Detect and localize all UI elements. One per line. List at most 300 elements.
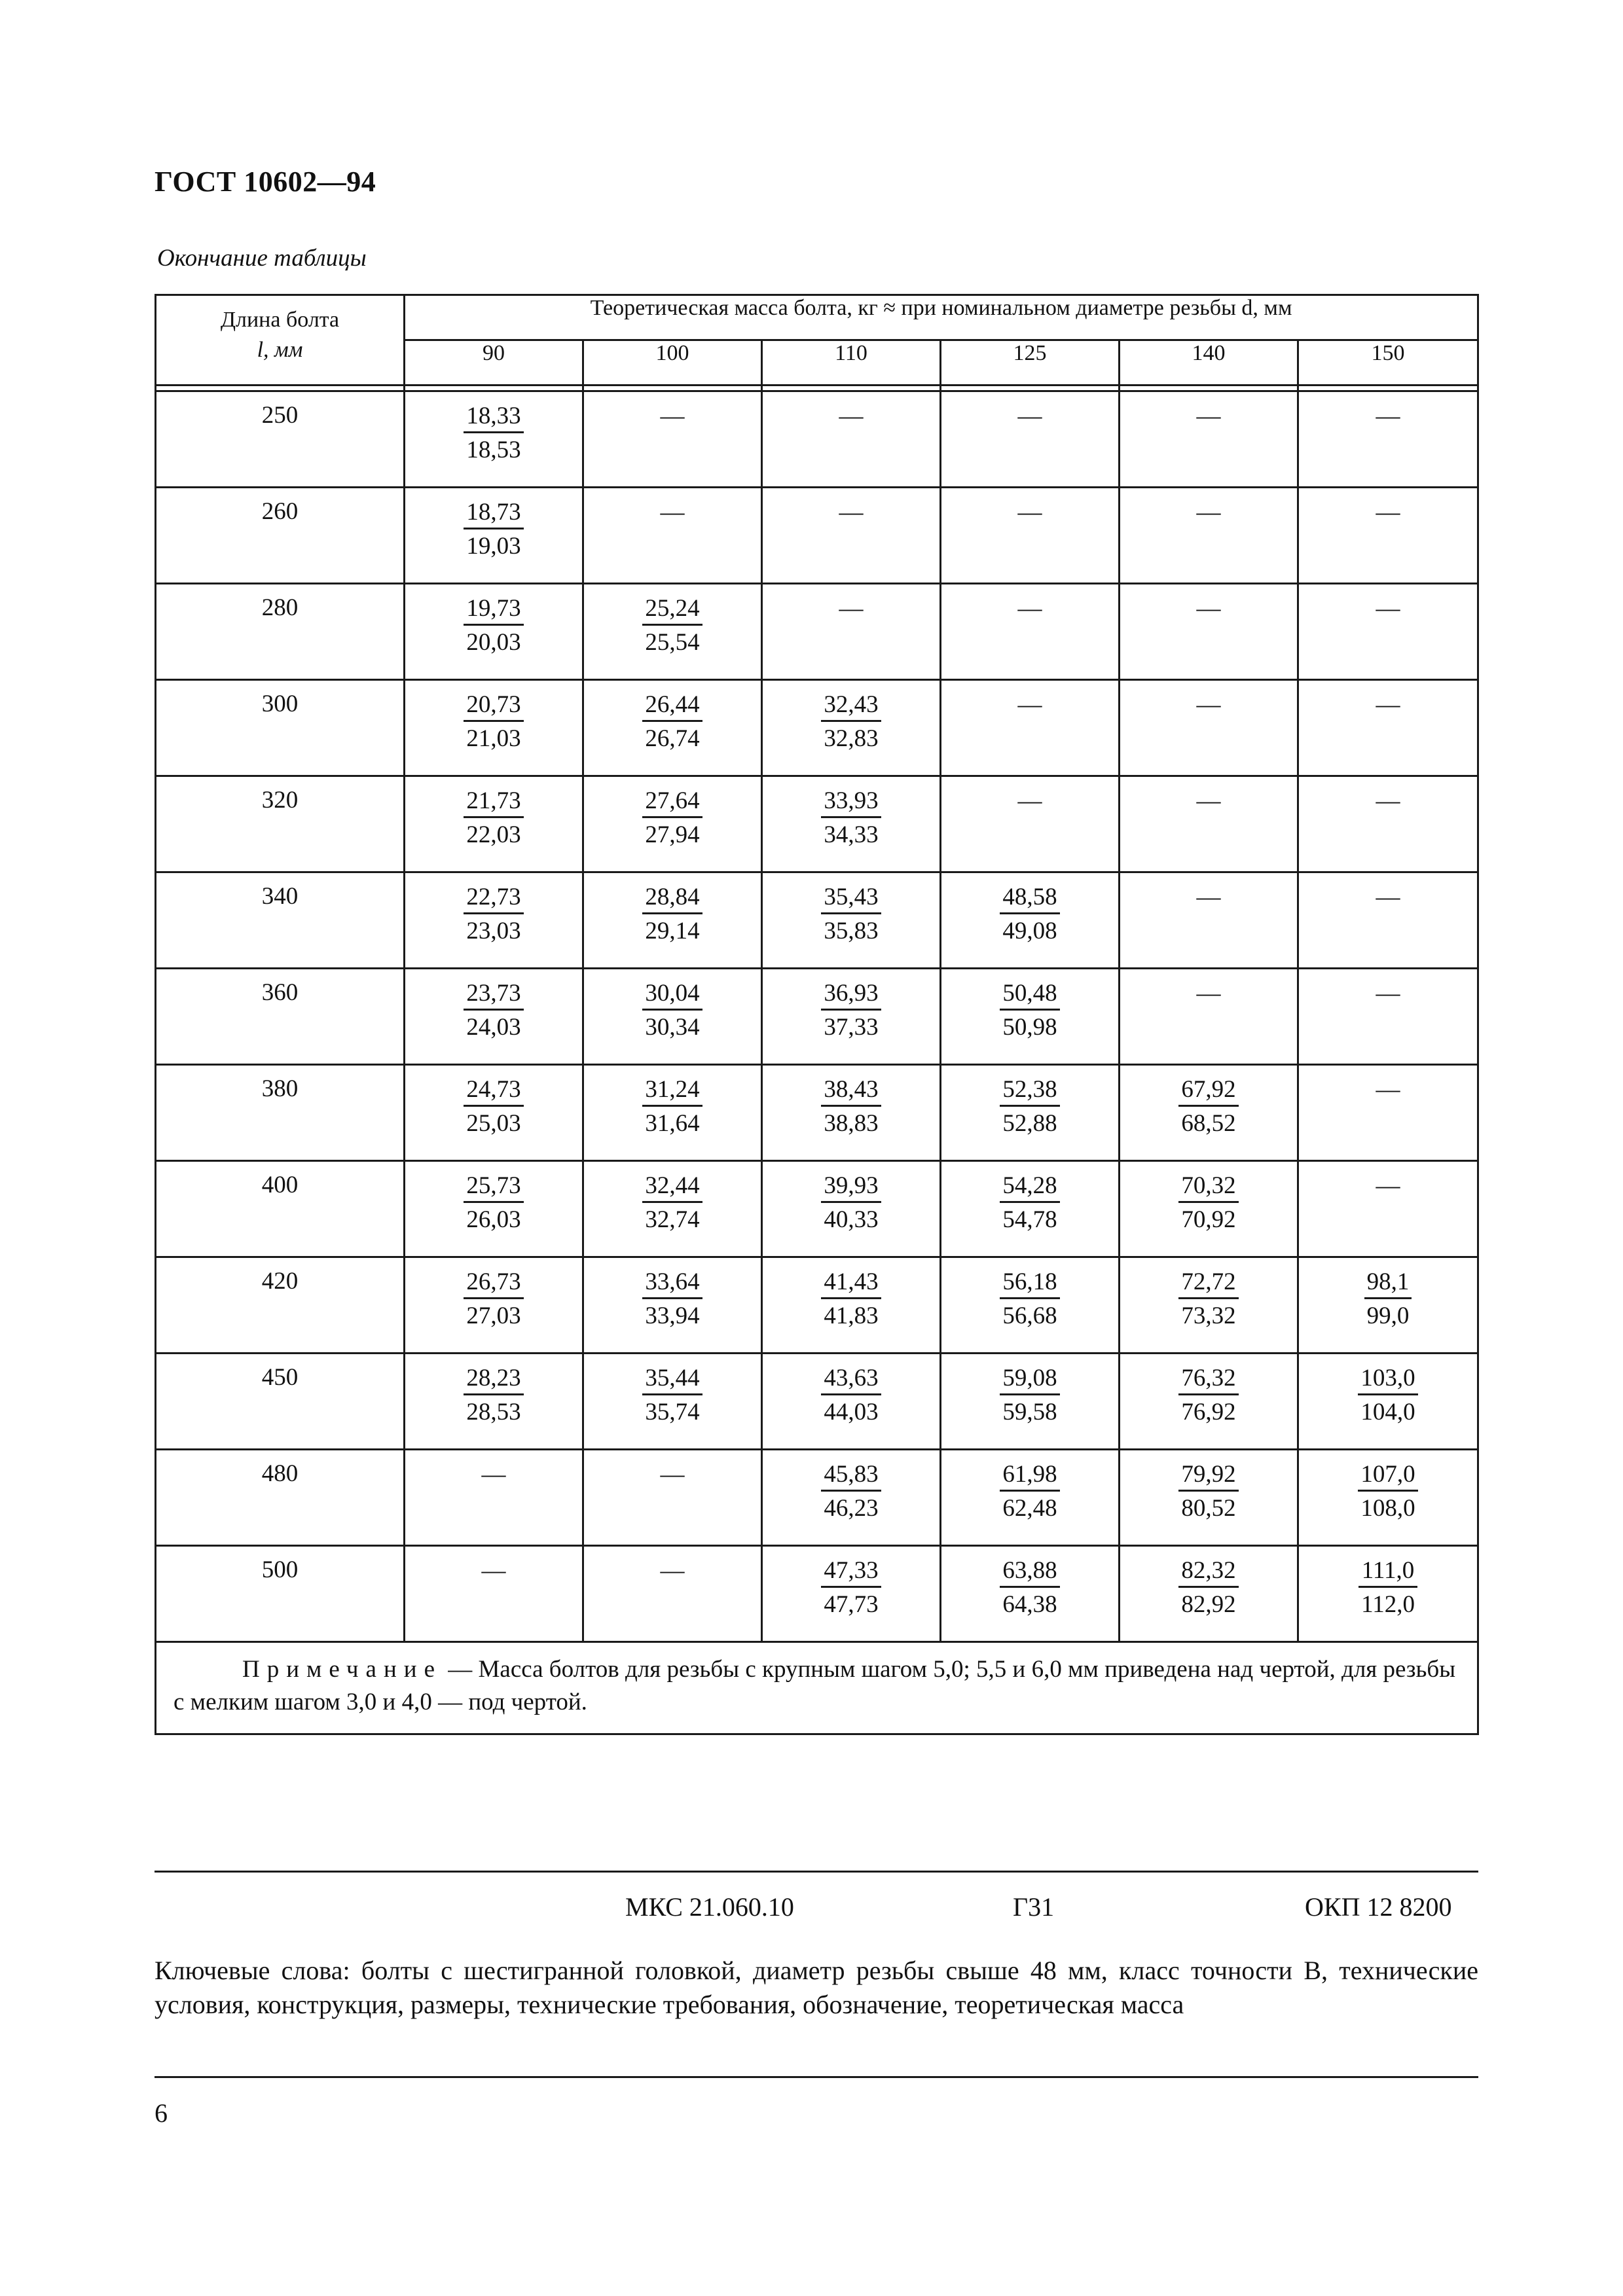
header-separator [156, 386, 1478, 391]
mass-fine-thread: 31,64 [645, 1110, 700, 1137]
mass-coarse-thread: 107,0 [1358, 1460, 1417, 1492]
mass-cell [1298, 1354, 1478, 1450]
mass-coarse-thread: 61,98 [1000, 1460, 1059, 1492]
mass-cell [941, 1354, 1120, 1450]
mass-fine-thread: 25,54 [645, 629, 700, 656]
empty-dash: — [660, 403, 685, 429]
length-value: 500 [261, 1556, 299, 1583]
mass-cell [941, 391, 1120, 488]
empty-dash: — [1376, 691, 1400, 718]
mass-fine-thread: 26,74 [645, 725, 700, 752]
empty-dash: — [1376, 980, 1400, 1007]
mks-code: МКС 21.060.10 [625, 1892, 794, 1922]
mass-fine-thread: 37,33 [824, 1014, 879, 1041]
mass-fine-thread: 41,83 [824, 1302, 879, 1329]
empty-dash: — [1196, 595, 1221, 622]
empty-dash: — [1376, 1172, 1400, 1199]
mass-coarse-thread: 33,64 [642, 1267, 702, 1299]
mass-cell [405, 1257, 583, 1354]
length-value: 300 [261, 691, 299, 717]
mass-cell [762, 680, 941, 776]
mass-cell [405, 584, 583, 680]
length-cell [156, 488, 405, 584]
mass-coarse-thread: 39,93 [821, 1171, 881, 1203]
mass-cell [405, 488, 583, 584]
mass-coarse-thread: 82,32 [1178, 1556, 1238, 1588]
mass-coarse-thread: 79,92 [1178, 1460, 1238, 1492]
mass-fine-thread: 35,74 [645, 1399, 700, 1426]
mass-cell [762, 872, 941, 969]
mass-cell [941, 1065, 1120, 1161]
mass-fraction [821, 1267, 881, 1333]
mass-fine-thread: 80,52 [1181, 1495, 1236, 1522]
mass-cell [941, 1546, 1120, 1642]
mass-cell [1120, 872, 1298, 969]
mass-fraction [1000, 882, 1059, 948]
length-value: 380 [261, 1075, 299, 1102]
length-cell [156, 1065, 405, 1161]
mass-cell [1120, 969, 1298, 1065]
mass-fraction [821, 1363, 881, 1429]
mass-cell [1120, 488, 1298, 584]
length-header [156, 295, 405, 386]
mass-fine-thread: 23,03 [466, 918, 521, 944]
mass-cell [583, 1161, 762, 1257]
mass-cell [405, 1450, 583, 1546]
table-row [156, 1450, 1478, 1546]
mass-coarse-thread: 36,93 [821, 978, 881, 1011]
mass-fraction [1358, 1363, 1417, 1429]
empty-dash: — [1376, 787, 1400, 814]
mass-fraction [1178, 1556, 1238, 1622]
mass-fine-thread: 99,0 [1366, 1302, 1410, 1329]
mass-cell [1120, 584, 1298, 680]
mass-fine-thread: 19,03 [466, 533, 521, 560]
mass-cell [1120, 1546, 1298, 1642]
mass-fine-thread: 44,03 [824, 1399, 879, 1426]
mass-fine-thread: 24,03 [466, 1014, 521, 1041]
length-cell [156, 1450, 405, 1546]
mass-header: Теоретическая масса болта, кг ≈ при номинальном диаметре резьбы d, мм [405, 295, 1478, 340]
diameter-header: 110 [762, 340, 941, 386]
empty-dash: — [839, 499, 864, 526]
mass-fine-thread: 73,32 [1181, 1302, 1236, 1329]
empty-dash: — [1017, 499, 1042, 526]
empty-dash: — [1376, 595, 1400, 622]
mass-fine-thread: 54,78 [1002, 1206, 1057, 1233]
note-row [156, 1642, 1478, 1734]
mass-fine-thread: 59,58 [1002, 1399, 1057, 1426]
mass-coarse-thread: 25,73 [464, 1171, 523, 1203]
mass-fraction [464, 882, 523, 948]
mass-fraction [1000, 1267, 1059, 1333]
mass-coarse-thread: 63,88 [1000, 1556, 1059, 1588]
length-cell [156, 1354, 405, 1450]
mass-fraction [1000, 978, 1059, 1045]
mass-fine-thread: 62,48 [1002, 1495, 1057, 1522]
mass-fine-thread: 34,33 [824, 821, 879, 848]
mass-coarse-thread: 54,28 [1000, 1171, 1059, 1203]
length-header-unit: l, мм [257, 338, 303, 362]
note-cell [156, 1642, 1478, 1734]
mass-fraction [642, 594, 702, 660]
mass-fraction [642, 1267, 702, 1333]
mass-cell [405, 969, 583, 1065]
mass-fine-thread: 70,92 [1181, 1206, 1236, 1233]
mass-fine-thread: 22,03 [466, 821, 521, 848]
mass-coarse-thread: 70,32 [1178, 1171, 1238, 1203]
diameter-header: 100 [583, 340, 762, 386]
note-text: — Масса болтов для резьбы с крупным шагом 5,0; 5,5 и 6,0 мм приведена над чертой, для резьбы с мелким шагом 3,0 и 4,0 — под чертой. [173, 1656, 1456, 1715]
mass-fine-thread: 32,83 [824, 725, 879, 752]
mass-cell [583, 488, 762, 584]
mass-cell [941, 488, 1120, 584]
mass-cell [405, 680, 583, 776]
mass-cell [583, 872, 762, 969]
empty-dash: — [1196, 884, 1221, 910]
mass-cell [405, 776, 583, 872]
diameter-header: 140 [1120, 340, 1298, 386]
mass-coarse-thread: 76,32 [1178, 1363, 1238, 1395]
mass-coarse-thread: 47,33 [821, 1556, 881, 1588]
group-code: Г31 [1013, 1892, 1055, 1922]
mass-fine-thread: 46,23 [824, 1495, 879, 1522]
mass-fine-thread: 32,74 [645, 1206, 700, 1233]
mass-coarse-thread: 28,23 [464, 1363, 523, 1395]
mass-cell [405, 1065, 583, 1161]
mass-cell [941, 872, 1120, 969]
mass-fine-thread: 104,0 [1360, 1399, 1415, 1426]
mass-cell [1120, 680, 1298, 776]
mass-cell [762, 391, 941, 488]
mass-fine-thread: 52,88 [1002, 1110, 1057, 1137]
mass-fine-thread: 20,03 [466, 629, 521, 656]
table-row [156, 488, 1478, 584]
mass-fine-thread: 26,03 [466, 1206, 521, 1233]
diameter-header: 125 [941, 340, 1120, 386]
mass-fine-thread: 21,03 [466, 725, 521, 752]
mass-cell [941, 1161, 1120, 1257]
mass-coarse-thread: 43,63 [821, 1363, 881, 1395]
mass-cell [1298, 584, 1478, 680]
mass-coarse-thread: 52,38 [1000, 1075, 1059, 1107]
mass-cell [583, 969, 762, 1065]
mass-fraction [1359, 1556, 1417, 1622]
length-cell [156, 1257, 405, 1354]
footer-rule-bottom [155, 2076, 1478, 2078]
mass-cell [941, 969, 1120, 1065]
empty-dash: — [1376, 884, 1400, 910]
mass-coarse-thread: 24,73 [464, 1075, 523, 1107]
note-indent [173, 1656, 442, 1683]
mass-fraction [642, 1171, 702, 1237]
table-row [156, 1546, 1478, 1642]
empty-dash: — [1017, 691, 1042, 718]
mass-cell [941, 1450, 1120, 1546]
length-header-label: Длина болта [220, 308, 340, 332]
mass-cell [1120, 1257, 1298, 1354]
mass-cell [762, 1065, 941, 1161]
mass-cell [583, 680, 762, 776]
table-row [156, 1161, 1478, 1257]
mass-fine-thread: 30,34 [645, 1014, 700, 1041]
length-value: 400 [261, 1172, 299, 1198]
mass-fraction [1000, 1075, 1059, 1141]
table-row [156, 1065, 1478, 1161]
mass-coarse-thread: 33,93 [821, 786, 881, 818]
mass-cell [1120, 1161, 1298, 1257]
empty-dash: — [1017, 403, 1042, 429]
mass-coarse-thread: 27,64 [642, 786, 702, 818]
mass-fraction [642, 1075, 702, 1141]
mass-fine-thread: 76,92 [1181, 1399, 1236, 1426]
mass-fraction [1178, 1171, 1238, 1237]
mass-fraction [1000, 1363, 1059, 1429]
diameter-header: 90 [405, 340, 583, 386]
length-value: 420 [261, 1268, 299, 1295]
mass-cell [1120, 1065, 1298, 1161]
mass-cell [1298, 969, 1478, 1065]
mass-fraction [1178, 1075, 1238, 1141]
mass-fine-thread: 25,03 [466, 1110, 521, 1137]
mass-cell [1120, 1354, 1298, 1450]
mass-fraction [464, 690, 523, 756]
length-cell [156, 776, 405, 872]
mass-cell [1298, 1546, 1478, 1642]
mass-fine-thread: 47,73 [824, 1591, 879, 1618]
mass-coarse-thread: 26,44 [642, 690, 702, 722]
mass-fraction [821, 1460, 881, 1526]
length-value: 250 [261, 402, 299, 429]
mass-cell [1120, 776, 1298, 872]
mass-fine-thread: 27,03 [466, 1302, 521, 1329]
mass-coarse-thread: 18,33 [464, 401, 523, 433]
mass-coarse-thread: 48,58 [1000, 882, 1059, 914]
mass-fraction [821, 690, 881, 756]
mass-cell [1298, 391, 1478, 488]
mass-cell [1298, 872, 1478, 969]
table-row [156, 680, 1478, 776]
mass-fine-thread: 56,68 [1002, 1302, 1057, 1329]
mass-fraction [821, 1556, 881, 1622]
empty-dash: — [839, 595, 864, 622]
length-cell [156, 872, 405, 969]
mass-cell [762, 1257, 941, 1354]
length-cell [156, 1546, 405, 1642]
mass-fraction [1178, 1460, 1238, 1526]
mass-cell [583, 1450, 762, 1546]
mass-fraction [821, 1171, 881, 1237]
mass-fraction [464, 786, 523, 852]
mass-fraction [1000, 1460, 1059, 1526]
mass-coarse-thread: 103,0 [1358, 1363, 1417, 1395]
diameter-header: 150 [1298, 340, 1478, 386]
mass-cell [941, 776, 1120, 872]
mass-fraction [821, 978, 881, 1045]
empty-dash: — [1017, 595, 1042, 622]
empty-dash: — [1376, 403, 1400, 429]
mass-cell [405, 391, 583, 488]
mass-coarse-thread: 32,44 [642, 1171, 702, 1203]
mass-cell [762, 776, 941, 872]
mass-coarse-thread: 56,18 [1000, 1267, 1059, 1299]
empty-dash: — [660, 1557, 685, 1584]
mass-cell [941, 584, 1120, 680]
standard-number: ГОСТ 10602—94 [155, 166, 376, 198]
mass-fine-thread: 27,94 [645, 821, 700, 848]
mass-fine-thread: 18,53 [466, 437, 521, 463]
empty-dash: — [481, 1557, 506, 1584]
okp-code: ОКП 12 8200 [1305, 1892, 1452, 1922]
mass-fraction [1364, 1267, 1412, 1333]
mass-cell [1120, 391, 1298, 488]
mass-fraction [1000, 1171, 1059, 1237]
empty-dash: — [1376, 1076, 1400, 1103]
mass-cell [583, 1257, 762, 1354]
mass-cell [1298, 680, 1478, 776]
empty-dash: — [1196, 403, 1221, 429]
mass-fraction [464, 1075, 523, 1141]
mass-cell [583, 1546, 762, 1642]
mass-fraction [464, 978, 523, 1045]
mass-fine-thread: 40,33 [824, 1206, 879, 1233]
mass-cell [405, 1546, 583, 1642]
mass-cell [762, 584, 941, 680]
mass-fraction [464, 497, 523, 564]
mass-cell [941, 680, 1120, 776]
mass-cell [405, 1161, 583, 1257]
mass-cell [762, 1354, 941, 1450]
mass-cell [583, 1065, 762, 1161]
table-row [156, 872, 1478, 969]
length-value: 480 [261, 1460, 299, 1487]
mass-fine-thread: 82,92 [1181, 1591, 1236, 1618]
mass-coarse-thread: 25,24 [642, 594, 702, 626]
mass-cell [405, 872, 583, 969]
table-row [156, 969, 1478, 1065]
table-caption: Окончание таблицы [157, 245, 367, 272]
mass-fraction [642, 1363, 702, 1429]
mass-fraction [1178, 1267, 1238, 1333]
length-value: 280 [261, 594, 299, 621]
mass-fine-thread: 68,52 [1181, 1110, 1236, 1137]
mass-fine-thread: 35,83 [824, 918, 879, 944]
mass-fine-thread: 29,14 [645, 918, 700, 944]
mass-coarse-thread: 98,1 [1364, 1267, 1412, 1299]
mass-cell [762, 969, 941, 1065]
mass-coarse-thread: 45,83 [821, 1460, 881, 1492]
mass-fraction [821, 1075, 881, 1141]
length-value: 360 [261, 979, 299, 1006]
empty-dash: — [660, 499, 685, 526]
mass-fraction [464, 401, 523, 467]
mass-cell [941, 1257, 1120, 1354]
empty-dash: — [1017, 787, 1042, 814]
mass-cell [1298, 1065, 1478, 1161]
empty-dash: — [839, 403, 864, 429]
empty-dash: — [1196, 499, 1221, 526]
mass-coarse-thread: 41,43 [821, 1267, 881, 1299]
mass-cell [762, 1450, 941, 1546]
mass-coarse-thread: 19,73 [464, 594, 523, 626]
keywords: Ключевые слова: болты с шестигранной головкой, диаметр резьбы свыше 48 мм, класс точности В, технические условия, конструкция, размеры, технические требования, обозначение, теоретическая масса [155, 1956, 1478, 2019]
mass-coarse-thread: 31,24 [642, 1075, 702, 1107]
mass-coarse-thread: 26,73 [464, 1267, 523, 1299]
length-cell [156, 969, 405, 1065]
mass-coarse-thread: 59,08 [1000, 1363, 1059, 1395]
mass-fine-thread: 108,0 [1360, 1495, 1415, 1522]
mass-fraction [642, 882, 702, 948]
mass-fraction [642, 978, 702, 1045]
mass-cell [583, 391, 762, 488]
mass-coarse-thread: 35,44 [642, 1363, 702, 1395]
length-value: 320 [261, 787, 299, 814]
empty-dash: — [1196, 787, 1221, 814]
mass-coarse-thread: 22,73 [464, 882, 523, 914]
mass-cell [1120, 1450, 1298, 1546]
note-label: Примечание [242, 1656, 442, 1683]
length-cell [156, 391, 405, 488]
mass-fraction [464, 1363, 523, 1429]
mass-coarse-thread: 35,43 [821, 882, 881, 914]
empty-dash: — [660, 1461, 685, 1488]
empty-dash: — [481, 1461, 506, 1488]
mass-cell [1298, 1161, 1478, 1257]
mass-coarse-thread: 20,73 [464, 690, 523, 722]
mass-coarse-thread: 30,04 [642, 978, 702, 1011]
mass-fine-thread: 50,98 [1002, 1014, 1057, 1041]
mass-cell [583, 584, 762, 680]
mass-coarse-thread: 23,73 [464, 978, 523, 1011]
length-cell [156, 584, 405, 680]
mass-fraction [821, 786, 881, 852]
mass-cell [583, 1354, 762, 1450]
mass-fraction [464, 594, 523, 660]
table-row [156, 1354, 1478, 1450]
mass-coarse-thread: 18,73 [464, 497, 523, 529]
length-value: 450 [261, 1364, 299, 1391]
mass-coarse-thread: 38,43 [821, 1075, 881, 1107]
mass-coarse-thread: 67,92 [1178, 1075, 1238, 1107]
mass-fine-thread: 64,38 [1002, 1591, 1057, 1618]
mass-table [155, 294, 1479, 1735]
mass-cell [1298, 1450, 1478, 1546]
footer-rule-top [155, 1871, 1478, 1873]
mass-coarse-thread: 32,43 [821, 690, 881, 722]
mass-cell [762, 1546, 941, 1642]
length-value: 260 [261, 498, 299, 525]
mass-cell [583, 776, 762, 872]
table-row [156, 391, 1478, 488]
mass-fraction [642, 690, 702, 756]
mass-fine-thread: 33,94 [645, 1302, 700, 1329]
mass-fraction [1178, 1363, 1238, 1429]
length-cell [156, 1161, 405, 1257]
mass-cell [1298, 776, 1478, 872]
mass-cell [1298, 488, 1478, 584]
empty-dash: — [1376, 499, 1400, 526]
mass-cell [762, 488, 941, 584]
mass-coarse-thread: 21,73 [464, 786, 523, 818]
mass-coarse-thread: 28,84 [642, 882, 702, 914]
table-row [156, 584, 1478, 680]
mass-fine-thread: 28,53 [466, 1399, 521, 1426]
mass-fine-thread: 49,08 [1002, 918, 1057, 944]
table-row [156, 776, 1478, 872]
mass-cell [762, 1161, 941, 1257]
mass-fine-thread: 38,83 [824, 1110, 879, 1137]
page-number: 6 [155, 2098, 168, 2128]
